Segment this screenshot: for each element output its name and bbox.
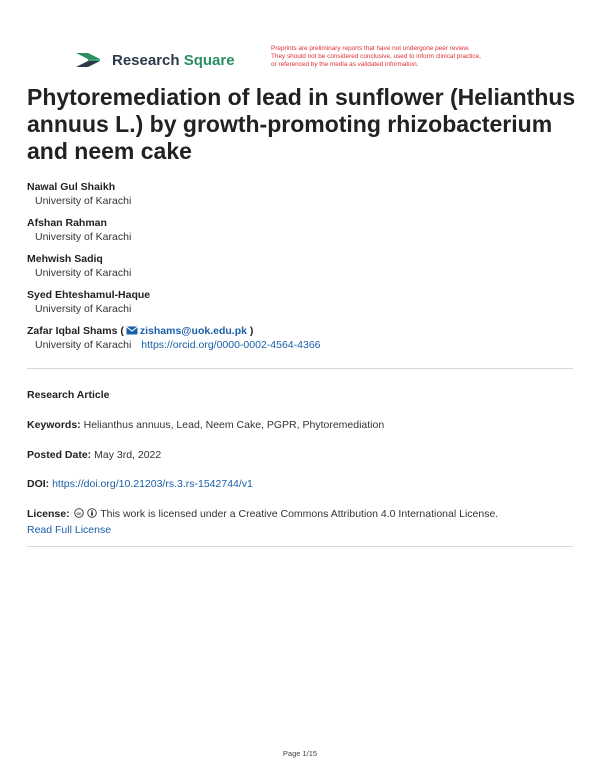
- read-full-license-link[interactable]: Read Full License: [27, 524, 112, 536]
- read-full-license-line: [27, 523, 111, 537]
- author-entry: [27, 288, 567, 316]
- author-name: Nawal Gul Shaikh: [27, 181, 116, 193]
- section-divider: [27, 546, 573, 547]
- author-list: [27, 180, 567, 360]
- author-email-link[interactable]: zishams@uok.edu.pk: [139, 325, 247, 337]
- logo-text: Research Square: [112, 51, 235, 69]
- author-affiliation: University of Karachi: [35, 267, 132, 279]
- license-text: This work is licensed under a Creative Commons Attribution 4.0 International License.: [100, 508, 499, 520]
- doi-label: DOI:: [27, 478, 50, 490]
- research-square-logo-icon: [74, 49, 104, 71]
- doi-line: [27, 477, 253, 491]
- orcid-link[interactable]: https://orcid.org/0000-0002-4564-4366: [141, 339, 321, 351]
- section-divider: [27, 368, 573, 369]
- keywords-line: [27, 418, 384, 432]
- paper-title: Phytoremediation of lead in sunflower (Helianthus annuus L.) by growth-promoting rhizobacterium and neem cake: [27, 84, 576, 164]
- author-entry: [27, 252, 567, 280]
- author-name: Afshan Rahman: [27, 217, 107, 229]
- disclaimer-line: Preprints are preliminary reports that have not undergone peer review.: [271, 45, 470, 52]
- license-label: License:: [27, 508, 70, 520]
- posted-date-value: May 3rd, 2022: [94, 449, 162, 461]
- author-entry-corresponding: [27, 324, 567, 352]
- article-type-label: Research Article: [27, 389, 110, 401]
- author-affiliation: University of Karachi: [35, 231, 132, 243]
- posted-date-label: Posted Date:: [27, 449, 92, 461]
- article-type: [27, 388, 110, 402]
- author-name: Syed Ehteshamul-Haque: [27, 289, 151, 301]
- author-affiliation: University of Karachi: [35, 195, 132, 207]
- doi-link[interactable]: https://doi.org/10.21203/rs.3.rs-1542744/v1: [52, 478, 253, 490]
- author-affiliation: University of Karachi: [35, 303, 132, 315]
- author-name: Mehwish Sadiq: [27, 253, 103, 265]
- preprint-disclaimer: [271, 45, 551, 69]
- keywords-value: Helianthus annuus, Lead, Neem Cake, PGPR, Phytoremediation: [83, 419, 385, 431]
- svg-text:cc: cc: [75, 510, 82, 516]
- author-name: Zafar Iqbal Shams: [27, 325, 118, 337]
- keywords-label: Keywords:: [27, 419, 81, 431]
- attribution-icon: [87, 508, 97, 518]
- creative-commons-icon: [74, 508, 84, 518]
- author-entry: [27, 216, 567, 244]
- author-entry: [27, 180, 567, 208]
- license-line: [27, 507, 498, 521]
- envelope-icon: [126, 326, 138, 335]
- disclaimer-line: They should not be considered conclusive, used to inform clinical practice,: [271, 53, 481, 60]
- research-square-logo[interactable]: [74, 47, 235, 73]
- posted-date-line: [27, 448, 161, 462]
- author-affiliation-text: University of Karachi: [35, 339, 132, 351]
- page-number: Page 1/15: [282, 749, 318, 758]
- author-name-corresponding: Zafar Iqbal Shams ( zishams@uok.edu.pk ): [27, 325, 254, 337]
- author-affiliation: [27, 338, 567, 352]
- disclaimer-line: or referenced by the media as validated information.: [271, 61, 419, 68]
